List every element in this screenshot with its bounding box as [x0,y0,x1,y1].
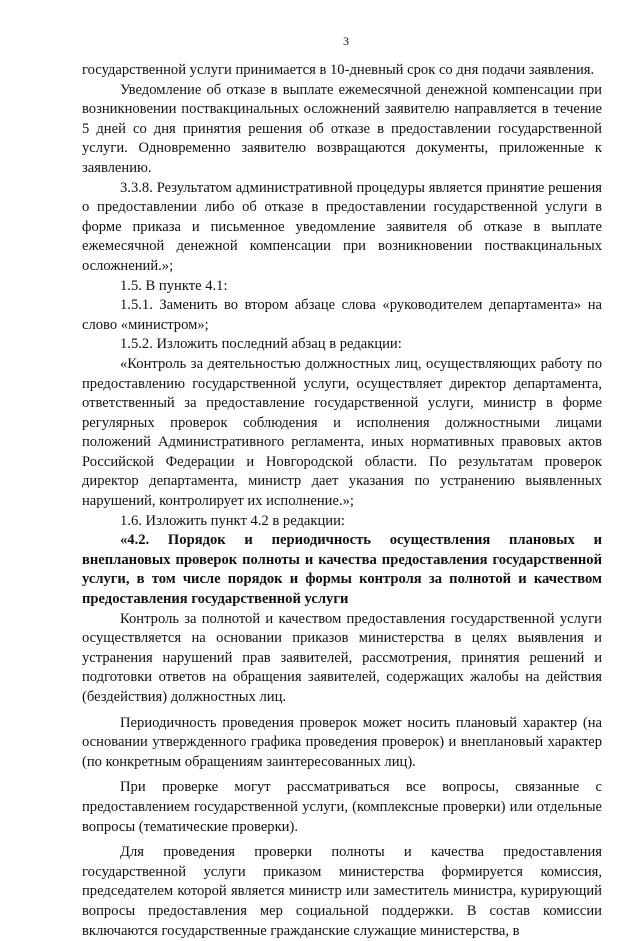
document-body [82,61,602,941]
paragraph: «Контроль за деятельностью должностных лиц, осуществляющих работу по предоставлению государственной услуги, осуществляет директор департамента, ответственный за предоставление государственной услуги, министр в форме регулярных проверок соблюдения и исполнения должностными лицами положений Административного регламента, иных нормативных правовых актов Российской Федерации и Новгородской области. По результатам проверок директор департамента, министр дает указания по устранению выявленных нарушений, контролирует их исполнение.»; [82,355,602,510]
paragraph: Контроль за полнотой и качеством предоставления государственной услуги осуществляется на основании приказов министерства в целях выявления и устранения нарушений прав заявителей, рассмотрения, принятия решений и подготовки ответов на обращения заявителей, содержащих жалобы на действия (бездействия) должностных лиц. [82,610,602,705]
paragraph: 1.5.1. Заменить во втором абзаце слова «руководителем департамента» на слово «министром»; [82,297,602,333]
paragraph: 1.6. Изложить пункт 4.2 в редакции: [120,512,345,529]
section-heading: «4.2. Порядок и периодичность осуществления плановых и внеплановых проверок полноты и качества предоставления государственной услуги, в том числе порядок и формы контроля за полнотой и качеством предоставления государственной услуги [82,532,602,608]
paragraph: При проверке могут рассматриваться все вопросы, связанные с предоставлением государственной услуги, (комплексные проверки) или отдельные вопросы (тематические проверки). [82,779,602,835]
paragraph: Уведомление об отказе в выплате ежемесячной денежной компенсации при возникновении поствакцинальных осложнений заявителю направляется в течение 5 дней со дня принятия решения об отказе в предоставлении государственной услуги. Одновременно заявителю возвращаются документы, приложенные к заявлению. [82,81,602,176]
paragraph: 3.3.8. Результатом административной процедуры является принятие решения о предоставлении либо об отказе в предоставлении государственной услуги в форме приказа и письменное уведомление заявителя об отказе в выплате ежемесячной денежной компенсации при возникновении поствакцинальных осложнений.»; [82,179,602,274]
paragraph: Для проведения проверки полноты и качества предоставления государственной услуги приказом министерства формируется комиссия, председателем которой является министр или заместитель министра, курирующий вопросы предоставления мер социальной поддержки. В состав комиссии включаются государственные гражданские служащие министерства, в [82,844,602,939]
page-number: 3 [343,34,349,48]
paragraph: 1.5.2. Изложить последний абзац в редакции: [120,336,402,353]
paragraph: государственной услуги принимается в 10-дневный срок со дня подачи заявления. [82,62,595,78]
paragraph: Периодичность проведения проверок может носить плановый характер (на основании утвержденного графика проведения проверок) и внеплановый характер (по конкретным обращениям заинтересованных лиц). [82,714,602,770]
paragraph: 1.5. В пункте 4.1: [120,277,228,294]
